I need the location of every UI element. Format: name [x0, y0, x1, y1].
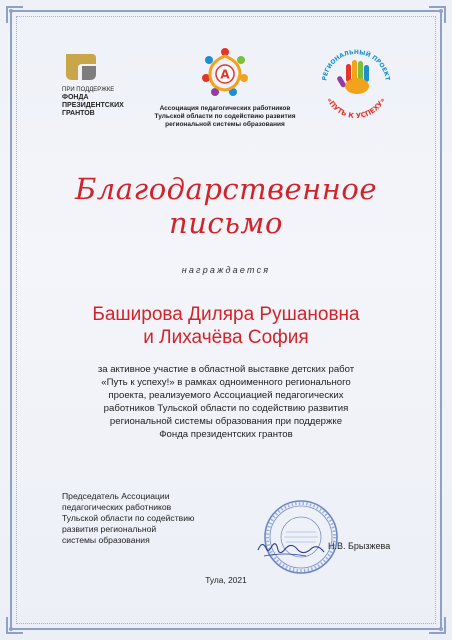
- recipient-names: [20, 303, 432, 349]
- fund-logo: [62, 52, 152, 118]
- certificate-body: [50, 363, 402, 441]
- corner-ornament-icon: [428, 6, 446, 24]
- body-line: Фонда президентских грантов: [159, 429, 293, 440]
- chair-line: развития региональной: [62, 524, 157, 534]
- project-arc-bottom: «ПУТЬ К УСПЕХУ»: [325, 96, 387, 121]
- body-line: «Путь к успеху!» в рамках одноименного регионального: [101, 377, 351, 388]
- svg-text:«ПУТЬ К УСПЕХУ»: [325, 96, 387, 120]
- project-arc-top: РЕГИОНАЛЬНЫЙ ПРОЕКТ: [321, 48, 391, 82]
- signer-name: Н.В. Брызжева: [328, 541, 391, 551]
- chair-line: Тульской области по содействию: [62, 513, 195, 523]
- fund-logo-icon: [62, 52, 98, 82]
- corner-ornament-icon: [6, 616, 24, 634]
- fund-line-3: ПРЕЗИДЕНТСКИХ: [62, 102, 124, 109]
- corner-ornament-icon: [428, 616, 446, 634]
- association-line-2: Тульской области по содействию развития: [154, 113, 296, 120]
- chair-line: педагогических работников: [62, 502, 172, 512]
- title-line-2: письмо: [169, 206, 283, 240]
- association-letter: А: [220, 67, 230, 82]
- body-line: за активное участие в областной выставке детских работ: [97, 364, 355, 375]
- association-logo-icon: [200, 46, 250, 98]
- city-year: Тула, 2021: [205, 575, 247, 585]
- project-hand-logo-icon: [316, 42, 396, 124]
- association-line-3: региональной системы образования: [165, 121, 285, 128]
- project-logo: [316, 42, 396, 124]
- fund-line-2: ФОНДА: [62, 94, 89, 101]
- awarded-label: награждается: [181, 265, 271, 275]
- chair-line: системы образования: [62, 535, 150, 545]
- body-line: проекта, реализуемого Ассоциацией педагогических: [108, 390, 344, 401]
- recipient-name-1: Баширова Диляра Рушановна: [92, 304, 360, 325]
- fund-line-1: ПРИ ПОДДЕРЖКЕ: [62, 87, 115, 93]
- recipient-name-2: и Лихачёва София: [143, 327, 309, 348]
- title-line-1: Благодарственное: [74, 172, 378, 206]
- chair-title: [62, 491, 222, 546]
- signature-icon: [254, 534, 326, 564]
- corner-ornament-icon: [6, 6, 24, 24]
- body-line: работников Тульской области по содействию развития: [103, 403, 349, 414]
- body-line: региональной системы образования при поддержке: [109, 416, 343, 427]
- chair-line: Председатель Ассоциации: [62, 491, 170, 501]
- association-line-1: Ассоциация педагогических работников: [159, 105, 291, 112]
- association-logo: [150, 46, 300, 129]
- fund-line-4: ГРАНТОВ: [62, 110, 95, 117]
